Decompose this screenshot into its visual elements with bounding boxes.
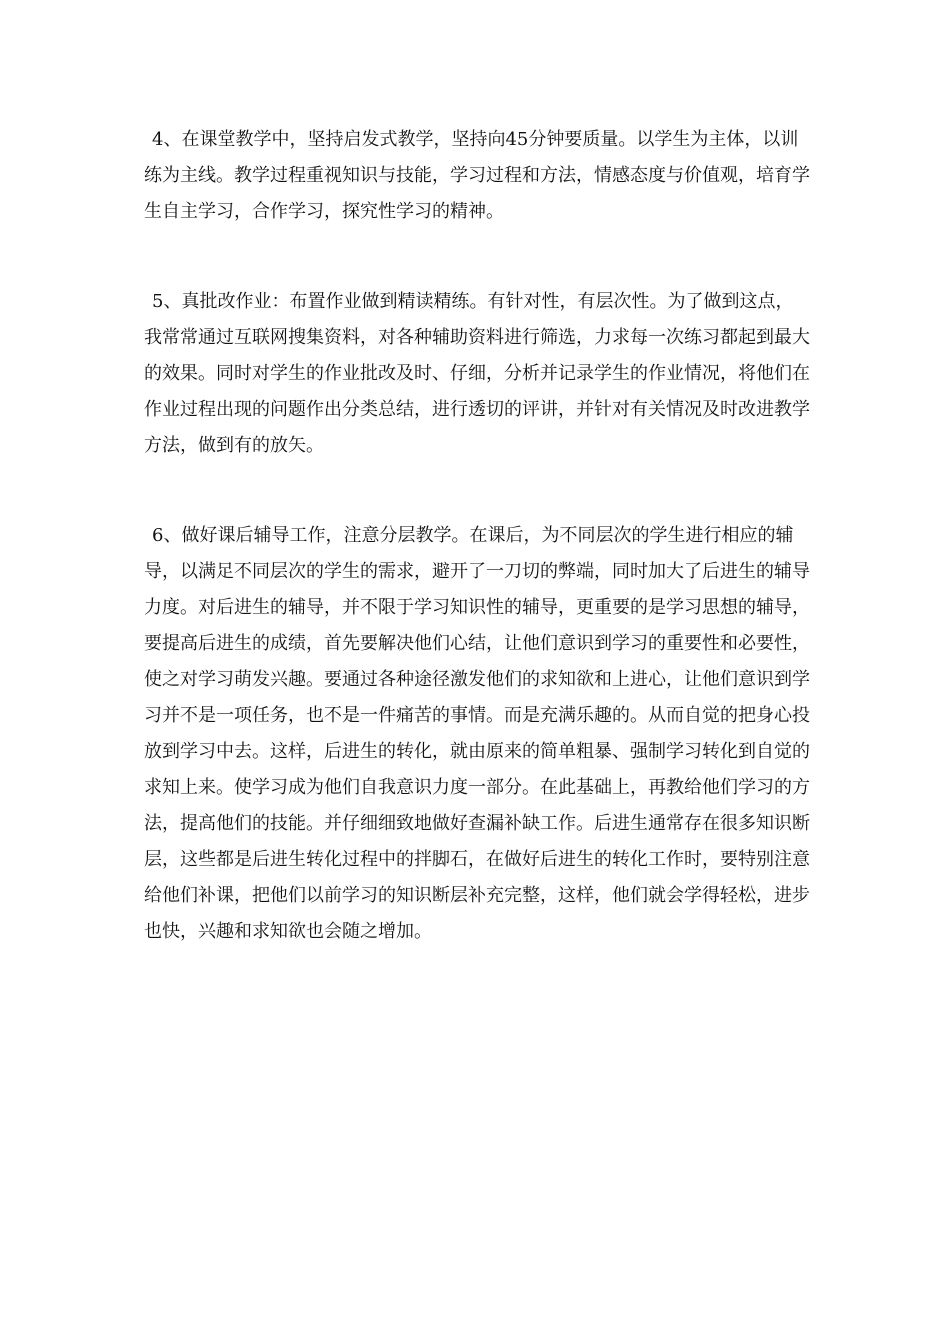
paragraph-6: 6、做好课后辅导工作，注意分层教学。在课后，为不同层次的学生进行相应的辅导，以满足不同层次的学生的需求，避开了一刀切的弊端，同时加大了后进生的辅导力度。对后进生的辅导，并不限于学习知识性的辅导，更重要的是学习思想的辅导，要提高后进生的成绩，首先要解决他们心结，让他们意识到学习的重要性和必要性，使之对学习萌发兴趣。要通过各种途径激发他们的求知欲和上进心，让他们意识到学习并不是一项任务，也不是一件痛苦的事情。而是充满乐趣的。从而自觉的把身心投放到学习中去。这样，后进生的转化，就由原来的简单粗暴、强制学习转化到自觉的求知上来。使学习成为他们自我意识力度一部分。在此基础上，再教给他们学习的方法，提高他们的技能。并仔细细致地做好查漏补缺工作。后进生通常存在很多知识断层，这些都是后进生转化过程中的拌脚石，在做好后进生的转化工作时，要特别注意给他们补课，把他们以前学习的知识断层补充完整，这样，他们就会学得轻松，进步也快，兴趣和求知欲也会随之增加。 bbox=[144, 525, 810, 942]
paragraph-5: 5、真批改作业：布置作业做到精读精练。有针对性，有层次性。为了做到这点，我常常通过互联网搜集资料，对各种辅助资料进行筛选，力求每一次练习都起到最大的效果。同时对学生的作业批改及时、仔细，分析并记录学生的作业情况，将他们在作业过程出现的问题作出分类总结，进行透切的评讲，并针对有关情况及时改进教学方法，做到有的放矢。 bbox=[144, 291, 810, 456]
document-body bbox=[144, 122, 810, 950]
paragraph-4: 4、在课堂教学中，坚持启发式教学，坚持向45分钟要质量。以学生为主体，以训练为主线。教学过程重视知识与技能，学习过程和方法，情感态度与价值观，培育学生自主学习，合作学习，探究性学习的精神。 bbox=[144, 129, 810, 222]
